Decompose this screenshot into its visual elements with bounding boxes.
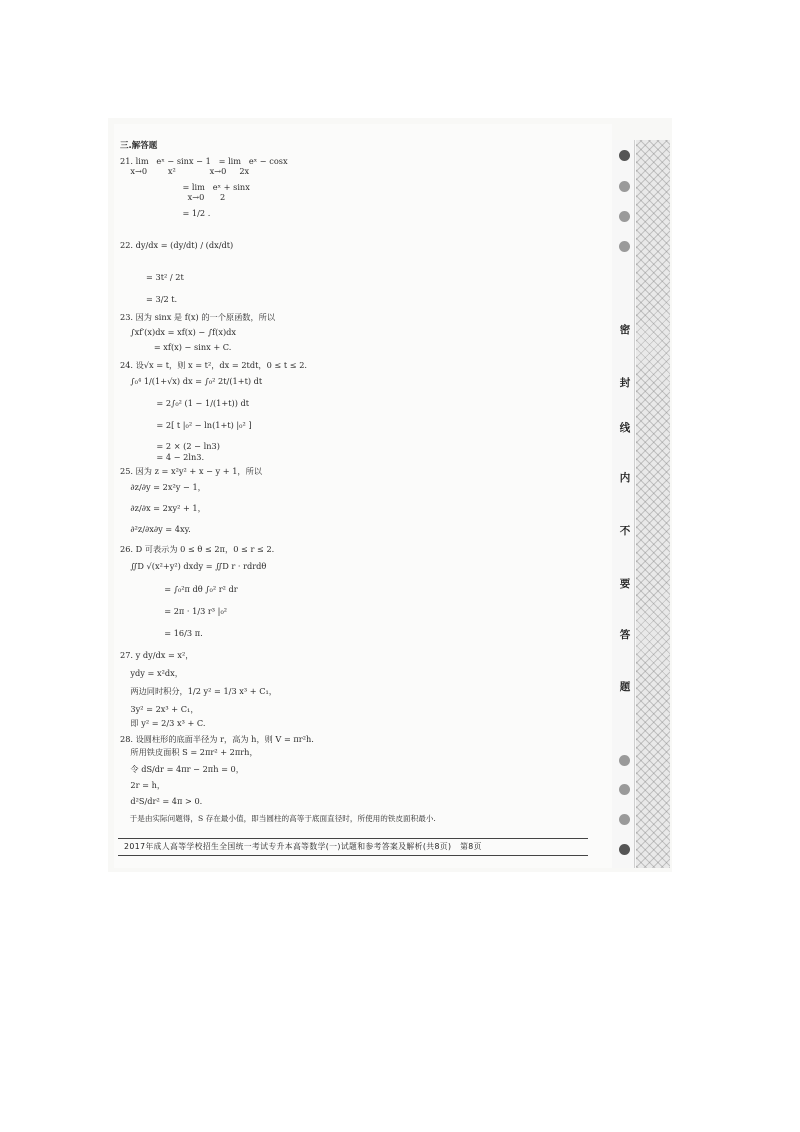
solution-23-line: ∫xf′(x)dx = xf(x) − ∫f(x)dx (120, 327, 236, 337)
footer-text: 2017年成人高等学校招生全国统一考试专升本高等数学(一)试题和参考答案及解析(共8页) 第8页 (124, 842, 482, 851)
solution-25-line: ∂z/∂x = 2xy² + 1， (120, 503, 206, 513)
solution-21-line: x→0 x² x→0 2x (120, 166, 250, 176)
solution-28-line: 所用铁皮面积 S = 2πr² + 2πrh， (120, 747, 258, 757)
solution-28-line: 令 dS/dr = 4πr − 2πh = 0， (120, 764, 244, 774)
solution-27-line: 两边同时积分，1/2 y² = 1/3 x³ + C₁， (120, 686, 277, 696)
binding-hole (619, 784, 630, 795)
solution-22-line: = 3t² / 2t (120, 272, 184, 282)
solution-22-line: 22. dy/dx = (dy/dt) / (dx/dt) (120, 240, 234, 250)
section-title: 三.解答题 (120, 141, 158, 151)
solution-25-line: ∂²z/∂x∂y = 4xy. (120, 524, 191, 534)
seal-line (634, 140, 635, 868)
solution-24-line: 24. 设√x = t，则 x = t²，dx = 2tdt，0 ≤ t ≤ 2. (120, 360, 308, 370)
solution-28-line: 2r = h， (120, 780, 166, 790)
solution-24-line: = 2∫₀² (1 − 1/(1+t)) dt (120, 398, 250, 408)
solution-21-line: 21. lim eˣ − sinx − 1 = lim eˣ − cosx (120, 156, 288, 166)
seal-char: 封 (619, 377, 631, 389)
solution-28-line: 28. 设圆柱形的底面半径为 r，高为 h，则 V = πr²h. (120, 734, 314, 744)
seal-char: 线 (619, 422, 631, 434)
page-footer (118, 838, 588, 856)
seal-char: 答 (619, 629, 631, 641)
binding-hole (619, 241, 630, 252)
seal-char: 要 (619, 578, 631, 590)
solution-21-line: = lim eˣ + sinx (120, 182, 250, 192)
seal-char: 密 (619, 324, 631, 336)
solution-21-line: x→0 2 (120, 192, 226, 202)
solution-23-line: = xf(x) − sinx + C. (120, 342, 232, 352)
binding-hole (619, 181, 630, 192)
binding-hole (619, 150, 630, 161)
solution-28-line: 于是由实际问题得，S 存在最小值，即当圆柱的高等于底面直径时，所使用的铁皮面积最小. (120, 814, 436, 823)
solution-23-line: 23. 因为 sinx 是 f(x) 的一个原函数，所以 (120, 312, 276, 322)
solution-24-line: = 2[ t |₀² − ln(1+t) |₀² ] (120, 420, 252, 430)
solution-24-line: = 4 − 2ln3. (120, 452, 205, 462)
seal-char: 不 (619, 525, 631, 537)
solution-26-line: ∬D √(x²+y²) dxdy = ∬D r · rdrdθ (120, 561, 267, 571)
solution-26-line: = 2π · 1/3 r³ |₀² (120, 606, 228, 616)
seal-char: 内 (619, 472, 631, 484)
solution-24-line: ∫₀⁴ 1/(1+√x) dx = ∫₀² 2t/(1+t) dt (120, 376, 263, 386)
solution-26-line: = ∫₀²π dθ ∫₀² r² dr (120, 584, 238, 594)
solution-25-line: ∂z/∂y = 2x²y − 1， (120, 482, 206, 492)
solution-22-line: = 3/2 t. (120, 294, 178, 304)
binding-hole (619, 844, 630, 855)
binding-hole (619, 211, 630, 222)
solution-28-line: d²S/dr² = 4π > 0. (120, 796, 203, 806)
solution-21-line: = 1/2 . (120, 208, 211, 218)
seal-char: 题 (619, 681, 631, 693)
binding-hole (619, 755, 630, 766)
solution-27-line: 27. y dy/dx = x²， (120, 650, 194, 660)
solution-25-line: 25. 因为 z = x²y² + x − y + 1，所以 (120, 466, 262, 476)
solution-26-line: 26. D 可表示为 0 ≤ θ ≤ 2π，0 ≤ r ≤ 2. (120, 544, 275, 554)
solution-27-line: 3y² = 2x³ + C₁， (120, 704, 199, 714)
solution-27-line: ydy = x²dx， (120, 668, 183, 678)
solution-24-line: = 2 × (2 − ln3) (120, 441, 220, 451)
solution-26-line: = 16/3 π. (120, 628, 203, 638)
binding-hole (619, 814, 630, 825)
solution-27-line: 即 y² = 2/3 x³ + C. (120, 718, 206, 728)
